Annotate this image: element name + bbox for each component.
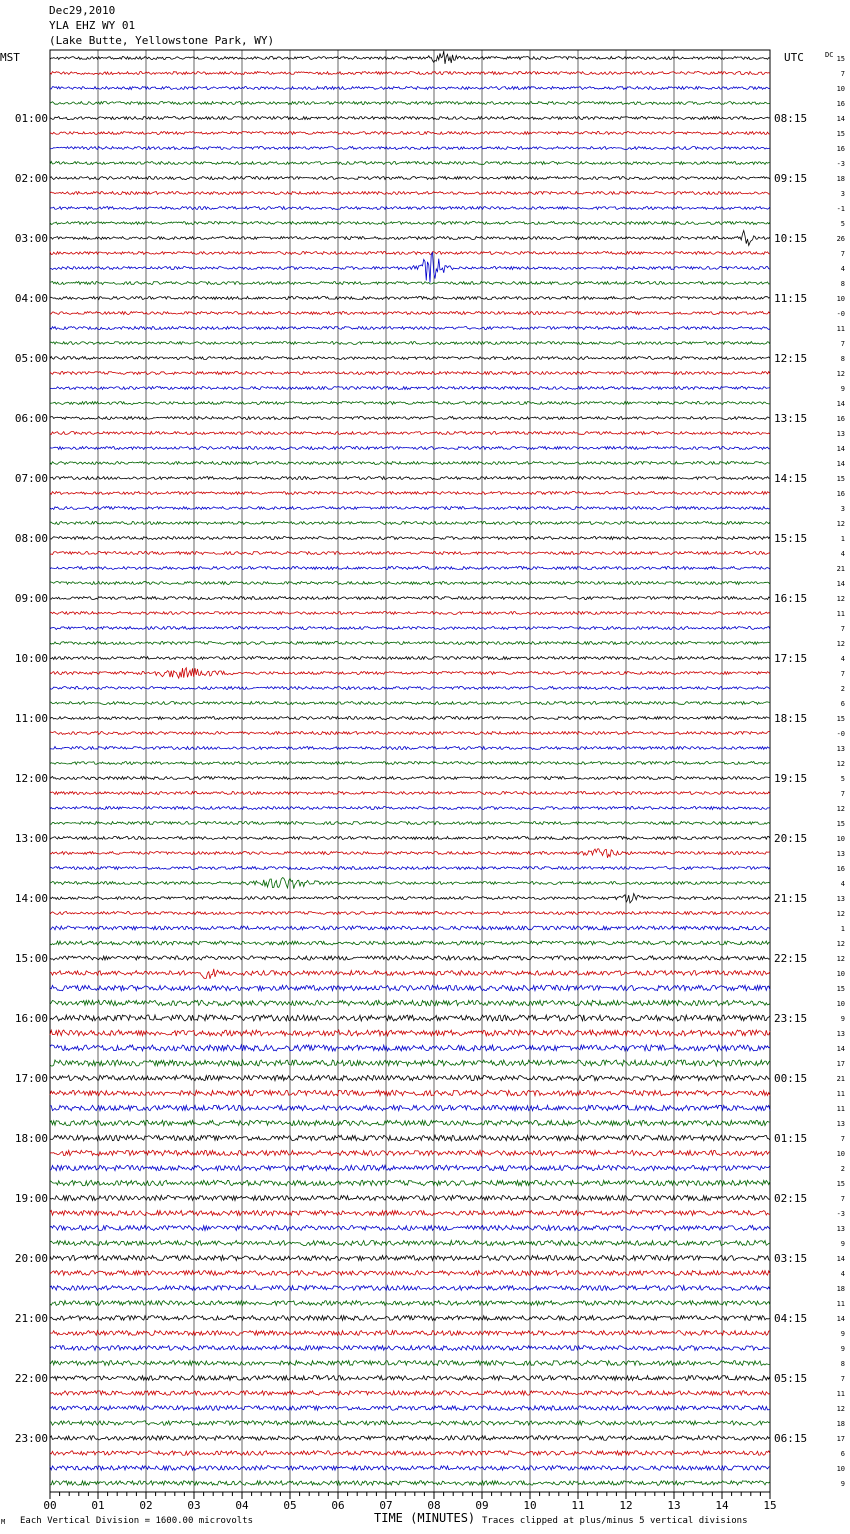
- dc-offset-label: 8: [840, 1360, 845, 1368]
- mst-hour-label: 20:00: [14, 1252, 48, 1265]
- x-tick-label: 04: [235, 1499, 249, 1512]
- dc-offset-label: 13: [836, 745, 845, 753]
- trace-row: [50, 447, 770, 450]
- trace-row: [50, 462, 770, 465]
- utc-hour-label: 05:15: [774, 1372, 808, 1385]
- dc-offset-label: -1: [836, 205, 845, 213]
- mst-hour-label: 03:00: [14, 232, 48, 245]
- x-tick-label: 08: [427, 1499, 441, 1512]
- dc-offset-label: 7: [840, 1135, 845, 1143]
- trace-row: [50, 1135, 770, 1140]
- trace-row: [50, 582, 770, 585]
- dc-offset-label: 15: [836, 715, 845, 723]
- dc-offset-label: 14: [836, 445, 845, 453]
- utc-hour-label: 01:15: [774, 1132, 808, 1145]
- trace-row: [50, 147, 770, 150]
- dc-offset-label: 15: [836, 130, 845, 138]
- trace-row: [50, 177, 770, 180]
- mst-hour-label: 01:00: [14, 112, 48, 125]
- trace-row: [50, 762, 770, 765]
- dc-offset-label: 16: [836, 100, 845, 108]
- dc-offset-label: 7: [840, 1375, 845, 1383]
- trace-row: [50, 941, 770, 945]
- trace-row: [50, 1316, 770, 1321]
- dc-offset-label: 9: [840, 1330, 845, 1338]
- trace-row: [50, 1376, 770, 1381]
- x-tick-label: 11: [571, 1499, 585, 1512]
- utc-hour-label: 03:15: [774, 1252, 808, 1265]
- dc-offset-label: -3: [836, 160, 845, 168]
- dc-offset-label: 13: [836, 430, 845, 438]
- trace-row: [50, 1421, 770, 1425]
- trace-row: [50, 117, 770, 120]
- trace-row: [50, 372, 770, 375]
- dc-offset-label: 13: [836, 895, 845, 903]
- dc-offset-label: 11: [836, 325, 845, 333]
- trace-row: [50, 1015, 770, 1021]
- trace-row: [50, 192, 770, 195]
- mst-hour-label: 21:00: [14, 1312, 48, 1325]
- trace-row: [50, 477, 770, 480]
- mst-hour-label: 15:00: [14, 952, 48, 965]
- utc-hour-label: 02:15: [774, 1192, 808, 1205]
- mst-hour-label: 09:00: [14, 592, 48, 605]
- trace-row: [50, 357, 770, 360]
- trace-row: [50, 702, 770, 705]
- trace-row: [50, 432, 770, 435]
- trace-row: [50, 1180, 770, 1185]
- utc-hour-label: 15:15: [774, 532, 808, 545]
- utc-hour-label: 11:15: [774, 292, 808, 305]
- utc-hour-label: 22:15: [774, 952, 808, 965]
- trace-row: [50, 297, 770, 300]
- dc-offset-label: 26: [836, 235, 845, 243]
- trace-row: [50, 1346, 770, 1351]
- dc-offset-label: 15: [836, 985, 845, 993]
- trace-row: [50, 537, 770, 540]
- dc-offset-label: 11: [836, 610, 845, 618]
- dc-offset-label: 14: [836, 1315, 845, 1323]
- dc-offset-label: 8: [840, 355, 845, 363]
- trace-row: [50, 132, 770, 135]
- dc-offset-label: 5: [840, 775, 845, 783]
- trace-row: [50, 985, 770, 990]
- trace-row: [50, 567, 770, 570]
- scale-note: Each Vertical Division = 1600.00 microvolts: [20, 1516, 253, 1526]
- trace-row: [50, 878, 770, 889]
- trace-row: [50, 1361, 770, 1366]
- dc-offset-label: 7: [840, 625, 845, 633]
- trace-row: [50, 837, 770, 840]
- dc-offset-label: 12: [836, 1405, 845, 1413]
- dc-offset-label: 16: [836, 865, 845, 873]
- trace-row: [50, 402, 770, 405]
- utc-hour-label: 08:15: [774, 112, 808, 125]
- utc-hour-label: 13:15: [774, 412, 808, 425]
- utc-hour-label: 14:15: [774, 472, 808, 485]
- utc-hour-label: 23:15: [774, 1012, 808, 1025]
- trace-row: [50, 1391, 770, 1396]
- trace-row: [50, 1255, 770, 1260]
- dc-offset-label: 13: [836, 850, 845, 858]
- dc-offset-label: 12: [836, 595, 845, 603]
- mst-hour-label: 04:00: [14, 292, 48, 305]
- mst-hour-label: 06:00: [14, 412, 48, 425]
- dc-offset-label: 6: [840, 700, 845, 708]
- trace-row: [50, 1481, 770, 1485]
- trace-row: [50, 687, 770, 690]
- dc-offset-label: 14: [836, 580, 845, 588]
- dc-offset-label: 12: [836, 805, 845, 813]
- dc-offset-label: 11: [836, 1390, 845, 1398]
- trace-row: [50, 732, 770, 735]
- location-label: (Lake Butte, Yellowstone Park, WY): [49, 34, 275, 47]
- trace-row: [50, 522, 770, 525]
- trace-row: [50, 642, 770, 645]
- mst-hour-label: 05:00: [14, 352, 48, 365]
- mst-hour-label: 02:00: [14, 172, 48, 185]
- trace-row: [50, 612, 770, 615]
- trace-row: [50, 1301, 770, 1306]
- dc-offset-label: 16: [836, 490, 845, 498]
- x-tick-label: 01: [91, 1499, 105, 1512]
- trace-row: [50, 926, 770, 930]
- dc-offset-label: 12: [836, 910, 845, 918]
- trace-row: [50, 1105, 770, 1110]
- dc-offset-label: 7: [840, 790, 845, 798]
- trace-row: [50, 492, 770, 495]
- dc-offset-label: 21: [836, 1075, 845, 1083]
- dc-label: DC: [825, 51, 834, 59]
- date-label: Dec29,2010: [49, 4, 116, 17]
- dc-offset-label: 10: [836, 295, 845, 303]
- trace-row: [50, 1000, 770, 1005]
- trace-row: [50, 597, 770, 600]
- dc-offset-label: 9: [840, 1480, 845, 1488]
- trace-row: [50, 207, 770, 210]
- trace-row: [50, 387, 770, 390]
- mst-axis-title: MST: [0, 51, 20, 64]
- utc-hour-label: 09:15: [774, 172, 808, 185]
- dc-offset-label: 11: [836, 1090, 845, 1098]
- mst-hour-label: 14:00: [14, 892, 48, 905]
- dc-offset-label: 10: [836, 85, 845, 93]
- dc-offset-label: 5: [840, 220, 845, 228]
- mst-hour-label: 16:00: [14, 1012, 48, 1025]
- trace-row: [50, 912, 770, 915]
- x-tick-label: 02: [139, 1499, 153, 1512]
- mst-hour-label: 12:00: [14, 772, 48, 785]
- trace-row: [50, 627, 770, 630]
- trace-row: [50, 1030, 770, 1036]
- x-tick-label: 03: [187, 1499, 201, 1512]
- dc-offset-label: 7: [840, 670, 845, 678]
- trace-row: [50, 668, 770, 678]
- dc-offset-label: 9: [840, 1015, 845, 1023]
- dc-offset-label: 4: [840, 265, 845, 273]
- utc-hour-label: 06:15: [774, 1432, 808, 1445]
- utc-hour-label: 16:15: [774, 592, 808, 605]
- dc-offset-label: 4: [840, 1270, 845, 1278]
- trace-row: [50, 72, 770, 75]
- dc-offset-label: 14: [836, 115, 845, 123]
- trace-row: [50, 1240, 770, 1245]
- trace-row: [50, 1225, 770, 1230]
- trace-row: [50, 342, 770, 345]
- dc-offset-label: 4: [840, 880, 845, 888]
- utc-axis-title: UTC: [784, 51, 804, 64]
- utc-hour-label: 10:15: [774, 232, 808, 245]
- trace-row: [50, 849, 770, 858]
- dc-offset-label: 14: [836, 1045, 845, 1053]
- trace-row: [50, 792, 770, 795]
- dc-offset-label: 11: [836, 1300, 845, 1308]
- utc-hour-label: 20:15: [774, 832, 808, 845]
- dc-offset-label: 9: [840, 1240, 845, 1248]
- dc-offset-label: 18: [836, 1420, 845, 1428]
- trace-row: [50, 252, 770, 255]
- dc-offset-label: 7: [840, 340, 845, 348]
- trace-row: [50, 1075, 770, 1080]
- mst-hour-label: 13:00: [14, 832, 48, 845]
- trace-row: [50, 717, 770, 720]
- trace-row: [50, 1331, 770, 1336]
- dc-offset-label: 8: [840, 280, 845, 288]
- mst-hour-label: 08:00: [14, 532, 48, 545]
- dc-offset-label: 15: [836, 1180, 845, 1188]
- dc-offset-label: 12: [836, 940, 845, 948]
- dc-offset-label: 12: [836, 760, 845, 768]
- x-tick-label: 07: [379, 1499, 393, 1512]
- trace-row: [50, 1436, 770, 1440]
- x-tick-label: 06: [331, 1499, 345, 1512]
- trace-row: [50, 327, 770, 330]
- dc-offset-label: 2: [840, 685, 845, 693]
- station-label: YLA EHZ WY 01: [49, 19, 136, 32]
- trace-row: [50, 1195, 770, 1200]
- x-tick-label: 12: [619, 1499, 633, 1512]
- corner-mark: M: [1, 1518, 6, 1526]
- trace-row: [50, 1210, 770, 1215]
- trace-row: [50, 1090, 770, 1095]
- dc-offset-label: 14: [836, 1255, 845, 1263]
- mst-hour-label: 10:00: [14, 652, 48, 665]
- trace-row: [50, 894, 770, 903]
- trace-row: [50, 1406, 770, 1410]
- dc-offset-label: 13: [836, 1030, 845, 1038]
- plot-frame: [50, 50, 770, 1492]
- dc-offset-label: 10: [836, 970, 845, 978]
- dc-offset-label: -0: [836, 730, 845, 738]
- dc-offset-label: 10: [836, 1465, 845, 1473]
- trace-row: [50, 1165, 770, 1170]
- trace-row: [50, 51, 770, 64]
- mst-hour-label: 23:00: [14, 1432, 48, 1445]
- dc-offset-label: 16: [836, 415, 845, 423]
- trace-row: [50, 231, 770, 246]
- dc-offset-label: 18: [836, 175, 845, 183]
- dc-offset-label: 7: [840, 250, 845, 258]
- x-tick-label: 10: [523, 1499, 537, 1512]
- trace-row: [50, 222, 770, 225]
- x-tick-label: 14: [715, 1499, 729, 1512]
- dc-offset-label: 17: [836, 1060, 845, 1068]
- trace-row: [50, 1451, 770, 1456]
- dc-offset-label: 2: [840, 1165, 845, 1173]
- trace-row: [50, 1271, 770, 1276]
- x-axis-title: TIME (MINUTES): [374, 1511, 476, 1525]
- trace-row: [50, 956, 770, 960]
- dc-offset-label: 12: [836, 955, 845, 963]
- trace-row: [50, 1286, 770, 1291]
- dc-offset-label: -3: [836, 1210, 845, 1218]
- dc-offset-label: 11: [836, 1105, 845, 1113]
- trace-row: [50, 867, 770, 870]
- trace-row: [50, 312, 770, 315]
- utc-hour-label: 04:15: [774, 1312, 808, 1325]
- trace-row: [50, 1060, 770, 1066]
- dc-offset-label: 4: [840, 655, 845, 663]
- dc-offset-label: 14: [836, 460, 845, 468]
- utc-hour-label: 18:15: [774, 712, 808, 725]
- dc-offset-label: 4: [840, 550, 845, 558]
- trace-row: [50, 162, 770, 165]
- dc-offset-label: 13: [836, 1120, 845, 1128]
- mst-hour-label: 19:00: [14, 1192, 48, 1205]
- dc-offset-label: 3: [840, 190, 845, 198]
- trace-row: [50, 253, 770, 283]
- dc-offset-label: 14: [836, 400, 845, 408]
- dc-offset-label: 15: [836, 55, 845, 63]
- utc-hour-label: 17:15: [774, 652, 808, 665]
- dc-offset-label: 13: [836, 1225, 845, 1233]
- dc-offset-label: 1: [840, 535, 845, 543]
- dc-offset-label: 10: [836, 1000, 845, 1008]
- dc-offset-label: -0: [836, 310, 845, 318]
- dc-offset-label: 12: [836, 640, 845, 648]
- utc-hour-label: 12:15: [774, 352, 808, 365]
- dc-offset-label: 15: [836, 820, 845, 828]
- mst-hour-label: 11:00: [14, 712, 48, 725]
- trace-row: [50, 777, 770, 780]
- trace-row: [50, 102, 770, 105]
- trace-row: [50, 747, 770, 750]
- trace-row: [50, 807, 770, 810]
- trace-row: [50, 552, 770, 555]
- utc-hour-label: 00:15: [774, 1072, 808, 1085]
- dc-offset-label: 21: [836, 565, 845, 573]
- trace-row: [50, 657, 770, 660]
- dc-offset-label: 18: [836, 1285, 845, 1293]
- mst-hour-label: 18:00: [14, 1132, 48, 1145]
- dc-offset-label: 9: [840, 385, 845, 393]
- mst-hour-label: 17:00: [14, 1072, 48, 1085]
- utc-hour-label: 21:15: [774, 892, 808, 905]
- dc-offset-label: 10: [836, 1150, 845, 1158]
- trace-row: [50, 282, 770, 285]
- x-tick-label: 09: [475, 1499, 489, 1512]
- dc-offset-label: 12: [836, 370, 845, 378]
- trace-row: [50, 969, 770, 979]
- dc-offset-label: 10: [836, 835, 845, 843]
- dc-offset-label: 9: [840, 1345, 845, 1353]
- trace-row: [50, 1150, 770, 1155]
- dc-offset-label: 17: [836, 1435, 845, 1443]
- trace-row: [50, 1045, 770, 1051]
- trace-row: [50, 1466, 770, 1470]
- utc-hour-label: 19:15: [774, 772, 808, 785]
- trace-row: [50, 822, 770, 825]
- clip-note: Traces clipped at plus/minus 5 vertical divisions: [482, 1516, 748, 1526]
- dc-offset-label: 12: [836, 520, 845, 528]
- dc-offset-label: 7: [840, 70, 845, 78]
- x-tick-label: 05: [283, 1499, 297, 1512]
- dc-offset-label: 15: [836, 475, 845, 483]
- dc-offset-label: 1: [840, 925, 845, 933]
- trace-row: [50, 87, 770, 90]
- dc-offset-label: 6: [840, 1450, 845, 1458]
- trace-row: [50, 507, 770, 510]
- mst-hour-label: 07:00: [14, 472, 48, 485]
- x-tick-label: 15: [763, 1499, 777, 1512]
- trace-row: [50, 1120, 770, 1125]
- dc-offset-label: 3: [840, 505, 845, 513]
- dc-offset-label: 16: [836, 145, 845, 153]
- mst-hour-label: 22:00: [14, 1372, 48, 1385]
- dc-offset-label: 7: [840, 1195, 845, 1203]
- x-tick-label: 00: [43, 1499, 57, 1512]
- trace-row: [50, 417, 770, 420]
- x-tick-label: 13: [667, 1499, 681, 1512]
